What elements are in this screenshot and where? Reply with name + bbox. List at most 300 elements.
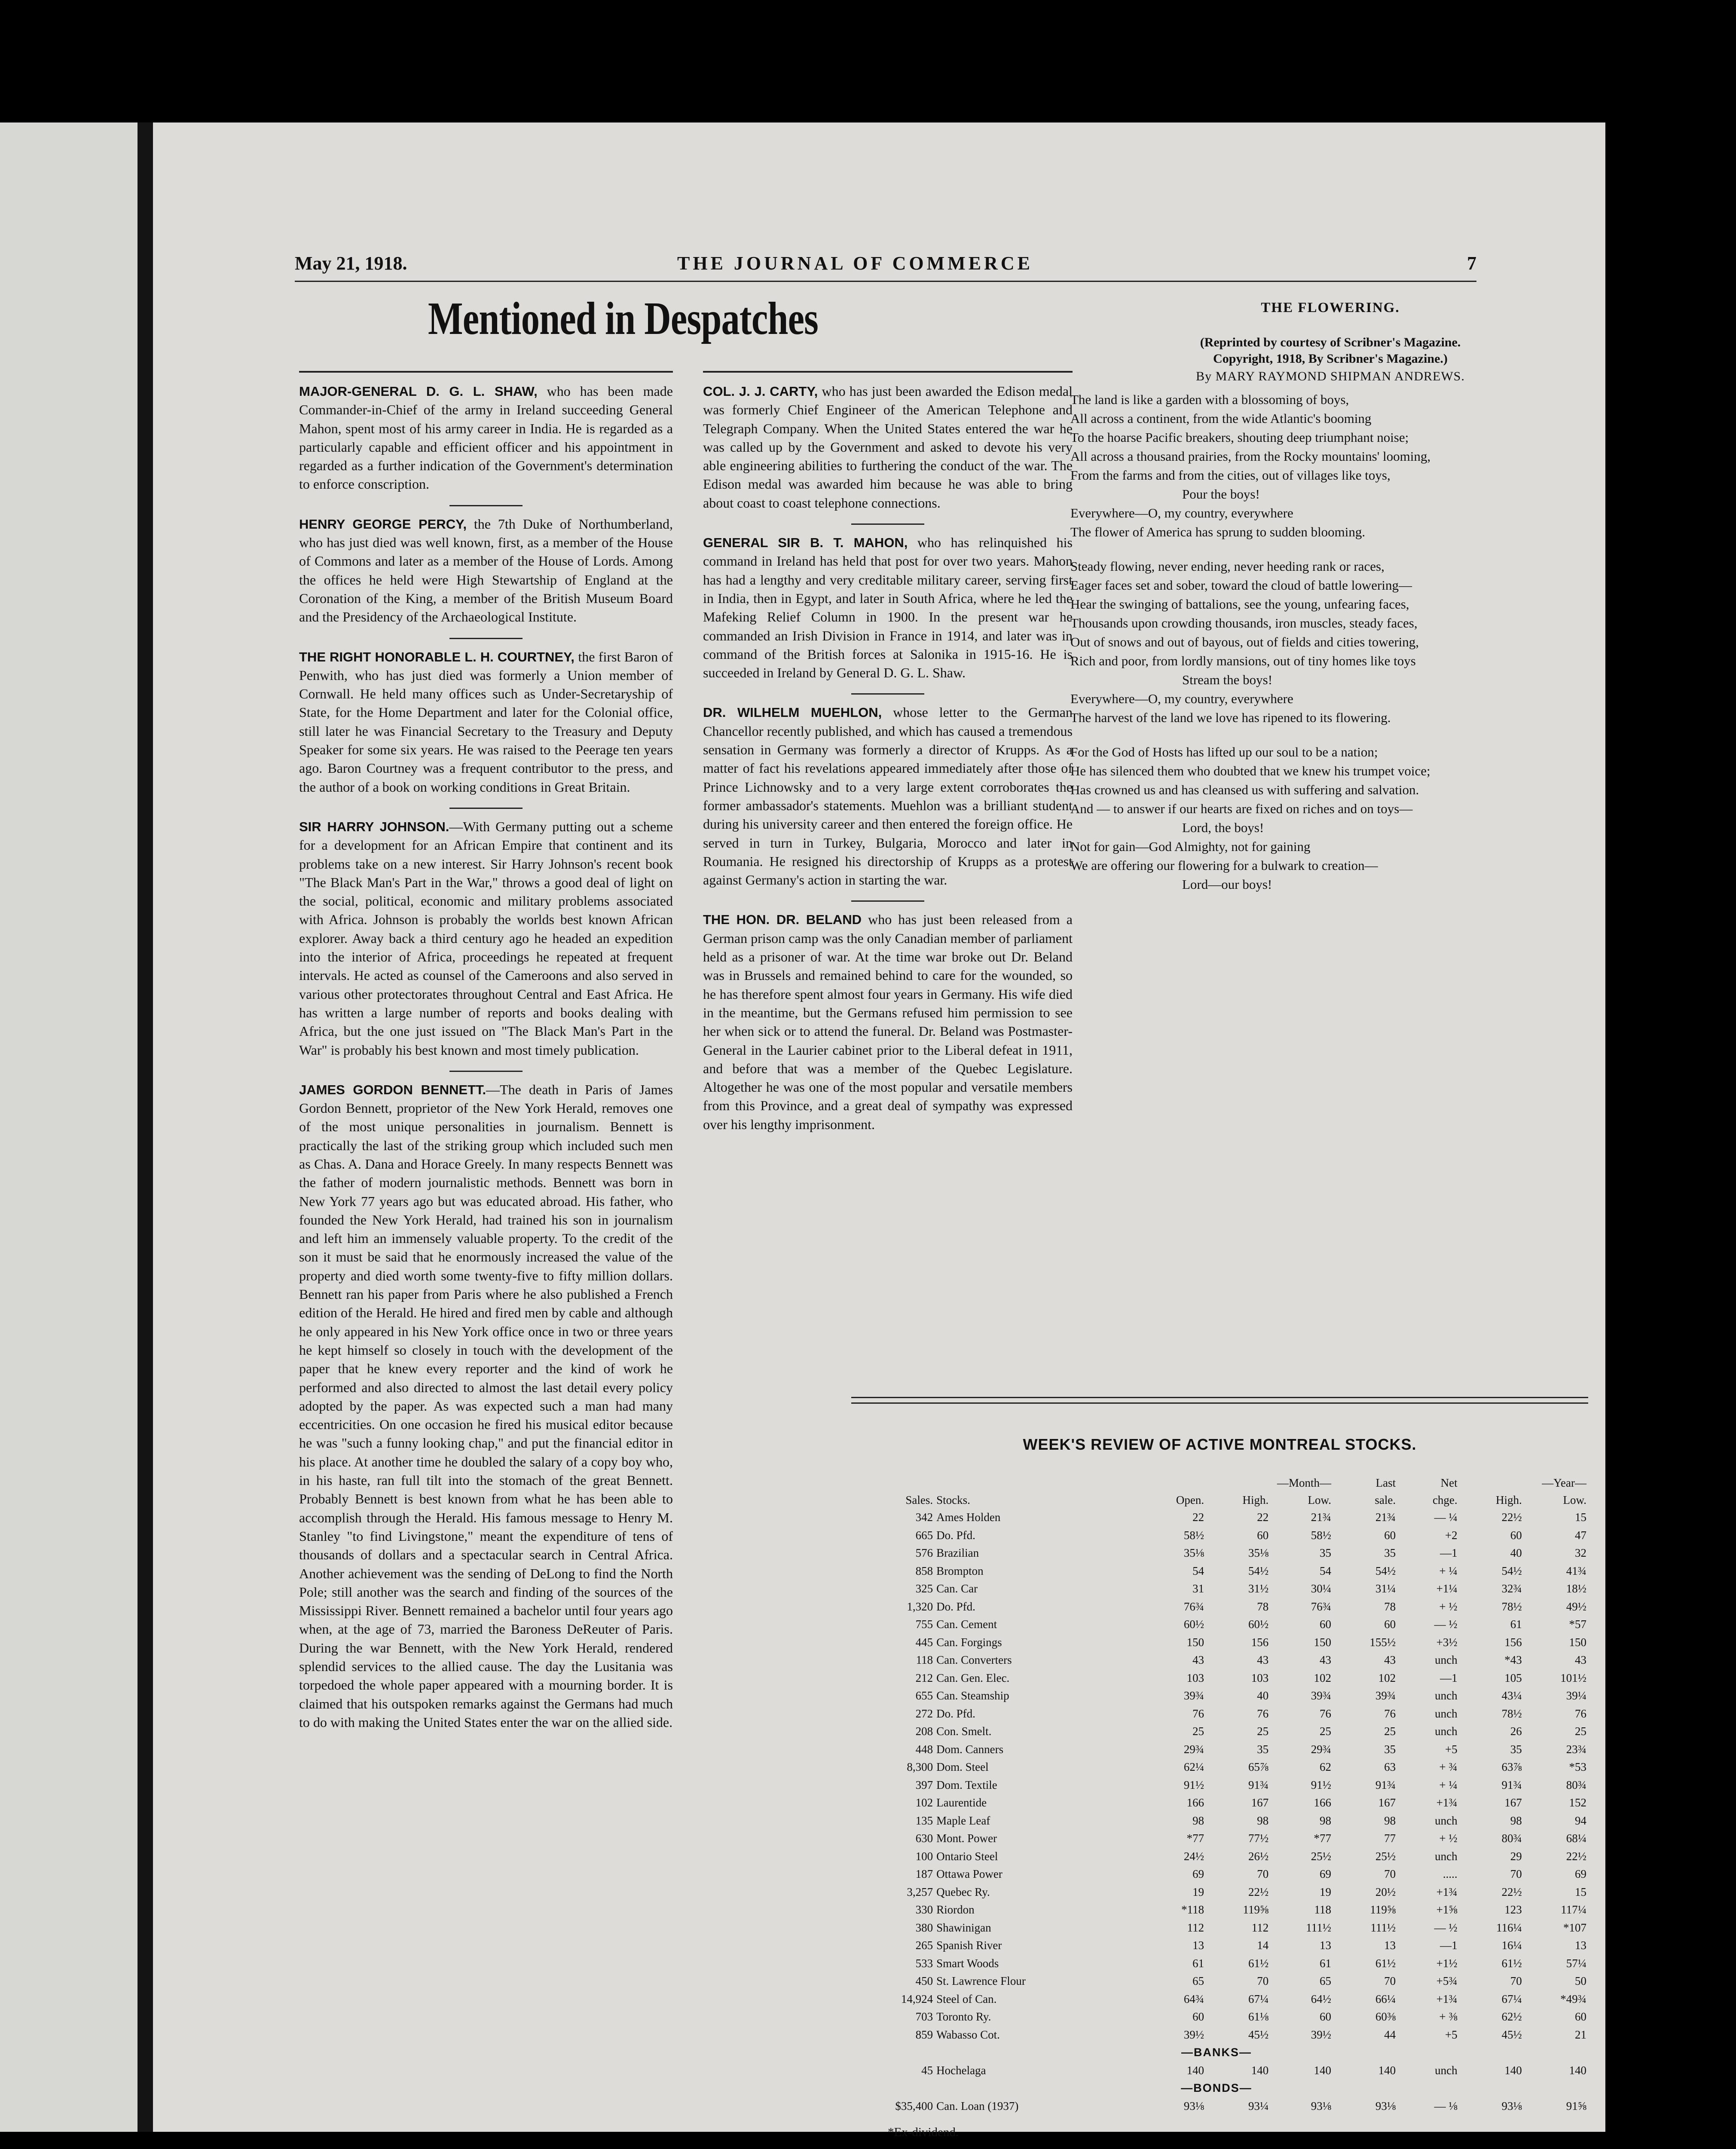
stocks-cell: 91⅝ bbox=[1566, 2099, 1586, 2112]
stocks-cell: 29¾ bbox=[1311, 1742, 1331, 1756]
poem-line: The flower of America has sprung to sudden blooming. bbox=[1070, 524, 1366, 539]
stock-row bbox=[845, 1990, 1588, 2008]
stocks-cell: Mont. Power bbox=[936, 1832, 997, 1845]
stocks-cell: 123 bbox=[1504, 1903, 1522, 1916]
stocks-cell: +5¾ bbox=[1436, 1975, 1458, 1988]
stocks-cell: 187 bbox=[915, 1867, 933, 1881]
article-separator bbox=[449, 1071, 523, 1072]
poem-line: Out of snows and out of bayous, out of fields and cities towering, bbox=[1070, 634, 1419, 649]
section-masthead: Mentioned in Despatches bbox=[428, 293, 818, 344]
poem-credit-line-1: (Reprinted by courtesy of Scribner's Magazine. bbox=[1200, 335, 1461, 350]
stocks-cell: St. Lawrence Flour bbox=[936, 1975, 1026, 1988]
stocks-cell: *77 bbox=[1186, 1832, 1204, 1845]
stocks-cell: 26½ bbox=[1248, 1849, 1269, 1863]
stocks-cell: 91¾ bbox=[1375, 1778, 1396, 1791]
stocks-cell: 93⅛ bbox=[1311, 2099, 1331, 2112]
stocks-cell: +1¾ bbox=[1436, 1885, 1458, 1898]
stocks-cell: + ⅜ bbox=[1439, 2010, 1458, 2023]
stocks-cell: 80¾ bbox=[1501, 1832, 1522, 1845]
stocks-cell: 70 bbox=[1257, 1867, 1269, 1881]
stocks-cell: unch bbox=[1435, 1689, 1458, 1702]
stocks-cell: 78½ bbox=[1501, 1600, 1522, 1613]
stocks-cell: 67¼ bbox=[1248, 1992, 1269, 2005]
stocks-cell: Shawinigan bbox=[936, 1921, 991, 1934]
stock-row bbox=[845, 1848, 1588, 1866]
stocks-cell: — ½ bbox=[1434, 1618, 1458, 1631]
stocks-cell: 397 bbox=[915, 1778, 933, 1791]
poem-line: Not for gain—God Almighty, not for gaining bbox=[1070, 839, 1311, 854]
stocks-cell: *77 bbox=[1314, 1832, 1331, 1845]
stocks-cell: 62 bbox=[1320, 1760, 1331, 1774]
poem-line: Steady flowing, never ending, never heeding rank or races, bbox=[1070, 558, 1385, 574]
stocks-cell: 45 bbox=[921, 2063, 933, 2077]
stocks-column-label: High. bbox=[1496, 1493, 1522, 1506]
article-text: whose letter to the German Chancellor recently published, and which has caused a tremendous sensation in Germany was formerly a director of Krupps. As a matter of fact his revelations appeared immediately after those of Prince Lichnowsky and to a very large extent corroborates the former ambassador's statements. Muehlon was a brilliant student during his university career and then entered the foreign office. He served in turn in Turkey, Bulgaria, Morocco and later in Roumania. He resigned his directorship of Krupps as a protest against Germany's action in starting the war. bbox=[703, 704, 1073, 888]
stocks-cell: Steel of Can. bbox=[936, 1992, 997, 2005]
stocks-cell: —1 bbox=[1440, 1546, 1458, 1560]
page-gutter bbox=[138, 122, 153, 2132]
stocks-cell: 150 bbox=[1186, 1635, 1204, 1649]
stocks-column-label: chge. bbox=[1432, 1493, 1458, 1506]
stocks-cell: Maple Leaf bbox=[936, 1814, 990, 1827]
header-rule bbox=[295, 281, 1476, 282]
article-text: the 7th Duke of Northumberland, who has just died was well known, first, as a member of the House of Commons and later as a member of the House of Lords. Among the offices he held were High Stewartship of England at the Coronation of the King, a member of the British Museum Board and the Presidency of the Archaeological Institute. bbox=[299, 516, 673, 625]
stocks-cell: 102 bbox=[915, 1796, 933, 1809]
stocks-column-label: Stocks. bbox=[936, 1493, 970, 1506]
stocks-cell: 76 bbox=[1384, 1707, 1396, 1720]
stocks-cell: + ¾ bbox=[1439, 1760, 1458, 1774]
stock-row bbox=[845, 1794, 1588, 1812]
stocks-cell: Hochelaga bbox=[936, 2063, 986, 2077]
stocks-cell: +5 bbox=[1445, 1742, 1458, 1756]
poem-line: From the farms and from the cities, out of villages like toys, bbox=[1070, 467, 1391, 483]
bonds-section-label: —BONDS— bbox=[1181, 2082, 1252, 2095]
stocks-cell: 77½ bbox=[1248, 1832, 1269, 1845]
stocks-cell: 265 bbox=[915, 1939, 933, 1952]
stocks-cell: 112 bbox=[1187, 1921, 1204, 1934]
poem-line: Lord—our boys! bbox=[1182, 876, 1272, 892]
stocks-cell: 111½ bbox=[1370, 1921, 1396, 1934]
stocks-cell: 22½ bbox=[1501, 1511, 1522, 1524]
poem-line: He has silenced them who doubted that we knew his trumpet voice; bbox=[1070, 763, 1430, 778]
stocks-group-header bbox=[845, 1474, 1588, 1491]
stocks-cell: 166 bbox=[1186, 1796, 1204, 1809]
stocks-cell: 93⅛ bbox=[1375, 2099, 1396, 2112]
stocks-cell: 43 bbox=[1575, 1653, 1586, 1667]
poem-line: The harvest of the land we love has ripened to its flowering. bbox=[1070, 710, 1391, 725]
stocks-column-label: Low. bbox=[1308, 1493, 1331, 1506]
stocks-cell: Brompton bbox=[936, 1564, 984, 1577]
stocks-cell: + ¼ bbox=[1439, 1564, 1458, 1577]
stocks-cell: 15 bbox=[1575, 1885, 1586, 1898]
stocks-cell: 118 bbox=[916, 1653, 933, 1667]
poem-line: To the hoarse Pacific breakers, shouting deep triumphant noise; bbox=[1070, 429, 1409, 445]
poem-stanza bbox=[1070, 743, 1590, 894]
stocks-cell: 167 bbox=[1504, 1796, 1522, 1809]
stocks-cell: 140 bbox=[1251, 2063, 1269, 2077]
stocks-cell: 39¾ bbox=[1311, 1689, 1331, 1702]
stocks-column-label: Sales. bbox=[905, 1493, 933, 1506]
month-group-label: —Month— bbox=[1277, 1476, 1331, 1489]
stocks-cell: 39¼ bbox=[1566, 1689, 1586, 1702]
stocks-cell: *118 bbox=[1181, 1903, 1204, 1916]
stocks-cell: 60 bbox=[1384, 1618, 1396, 1631]
stocks-cell: 64½ bbox=[1311, 1992, 1331, 2005]
stocks-cell: — ⅛ bbox=[1434, 2099, 1458, 2112]
stock-row bbox=[845, 1865, 1588, 1883]
poem-author: By MARY RAYMOND SHIPMAN ANDREWS. bbox=[1196, 369, 1465, 384]
stocks-column-label: High. bbox=[1242, 1493, 1269, 1506]
stock-row bbox=[845, 1616, 1588, 1634]
stocks-cell: 140 bbox=[1378, 2063, 1396, 2077]
article-paragraph bbox=[299, 382, 673, 494]
stocks-cell: 119⅝ bbox=[1243, 1903, 1269, 1916]
stocks-cell: Dom. Steel bbox=[936, 1760, 989, 1774]
stocks-cell: 60 bbox=[1257, 1528, 1269, 1542]
stocks-cell: 25 bbox=[1320, 1725, 1331, 1738]
stocks-cell: 14 bbox=[1257, 1939, 1269, 1952]
article-text: who has been made Commander-in-Chief of the army in Ireland succeeding General Mahon, spent most of his army career in India. He is regarded as a particularly capable and efficient officer and his appointment in regarded as a further indication of the Government's determination to enforce conscription. bbox=[299, 383, 673, 492]
article-lead: JAMES GORDON BENNETT. bbox=[299, 1082, 486, 1097]
issue-date: May 21, 1918. bbox=[295, 253, 407, 274]
stocks-cell: 29 bbox=[1510, 1849, 1522, 1863]
stocks-cell: 35 bbox=[1384, 1546, 1396, 1560]
poem-column bbox=[1070, 299, 1590, 909]
stocks-cell: 858 bbox=[915, 1564, 933, 1577]
stocks-cell: 61 bbox=[1192, 1956, 1204, 1970]
stocks-cell: 208 bbox=[915, 1725, 933, 1738]
stocks-cell: 43 bbox=[1257, 1653, 1269, 1667]
stocks-cell: 102 bbox=[1378, 1671, 1396, 1684]
stocks-footnote: *Ex-dividend. bbox=[888, 2125, 959, 2139]
stocks-cell: Can. Car bbox=[936, 1582, 978, 1595]
stocks-cell: 93⅛ bbox=[1501, 2099, 1522, 2112]
poem-line: The land is like a garden with a blossoming of boys, bbox=[1070, 392, 1349, 407]
stocks-cell: 54½ bbox=[1375, 1564, 1396, 1577]
stocks-cell: 98 bbox=[1384, 1814, 1396, 1827]
stocks-cell: Spanish River bbox=[936, 1939, 1002, 1952]
stock-row bbox=[845, 1812, 1588, 1830]
stocks-cell: Wabasso Cot. bbox=[936, 2028, 1000, 2041]
stocks-cell: Quebec Ry. bbox=[936, 1885, 990, 1898]
stocks-cell: 32¾ bbox=[1501, 1582, 1522, 1595]
stocks-cell: 576 bbox=[915, 1546, 933, 1560]
article-lead: GENERAL SIR B. T. MAHON, bbox=[703, 535, 908, 551]
poem-line: All across a thousand prairies, from the Rocky mountains' looming, bbox=[1070, 448, 1431, 464]
poem-line: We are offering our flowering for a bulwark to creation— bbox=[1070, 857, 1378, 873]
stocks-cell: 91½ bbox=[1311, 1778, 1331, 1791]
stocks-cell: 755 bbox=[915, 1618, 933, 1631]
stocks-cell: 13 bbox=[1192, 1939, 1204, 1952]
article-paragraph bbox=[703, 382, 1073, 512]
stocks-cell: 54 bbox=[1192, 1564, 1204, 1577]
stocks-cell: 49½ bbox=[1566, 1600, 1586, 1613]
stocks-cell: unch bbox=[1435, 1814, 1458, 1827]
stocks-cell: 60⅜ bbox=[1375, 2010, 1396, 2023]
article-lead: THE HON. DR. BELAND bbox=[703, 912, 862, 928]
stocks-cell: 30¼ bbox=[1311, 1582, 1331, 1595]
stocks-cell: 76¾ bbox=[1311, 1600, 1331, 1613]
stocks-cell: Dom. Canners bbox=[936, 1742, 1004, 1756]
stocks-title: WEEK'S REVIEW OF ACTIVE MONTREAL STOCKS. bbox=[1023, 1436, 1417, 1453]
stocks-cell: 8,300 bbox=[907, 1760, 933, 1774]
stocks-cell: 69 bbox=[1192, 1867, 1204, 1881]
article-paragraph bbox=[299, 648, 673, 796]
stocks-cell: —1 bbox=[1440, 1671, 1458, 1684]
stocks-cell: 22½ bbox=[1566, 1849, 1586, 1863]
article-column-1 bbox=[299, 371, 673, 1743]
stocks-cell: Can. Cement bbox=[936, 1618, 997, 1631]
stocks-cell: 380 bbox=[915, 1921, 933, 1934]
stocks-cell: 63 bbox=[1384, 1760, 1396, 1774]
stocks-cell: unch bbox=[1435, 1707, 1458, 1720]
stocks-cell: Can. Converters bbox=[936, 1653, 1012, 1667]
stocks-cell: 25½ bbox=[1311, 1849, 1331, 1863]
bank-row bbox=[845, 2062, 1588, 2080]
stocks-cell: 13 bbox=[1384, 1939, 1396, 1952]
stocks-cell: 111½ bbox=[1306, 1921, 1331, 1934]
stocks-cell: 152 bbox=[1569, 1796, 1586, 1809]
stocks-cell: 61⅛ bbox=[1248, 2010, 1269, 2023]
adjacent-page-edge bbox=[0, 122, 138, 2132]
stocks-column-label: Open. bbox=[1176, 1493, 1204, 1506]
stock-row bbox=[845, 1527, 1588, 1545]
last-group-label: Last bbox=[1375, 1476, 1396, 1489]
stock-row bbox=[845, 1598, 1588, 1616]
stocks-cell: 19 bbox=[1320, 1885, 1331, 1898]
stock-row bbox=[845, 2026, 1588, 2044]
article-lead: THE RIGHT HONORABLE L. H. COURTNEY, bbox=[299, 649, 575, 664]
stocks-cell: 70 bbox=[1257, 1975, 1269, 1988]
stocks-body bbox=[845, 1509, 1588, 2115]
article-paragraph bbox=[703, 533, 1073, 682]
stocks-cell: 65 bbox=[1192, 1975, 1204, 1988]
stocks-cell: 630 bbox=[915, 1832, 933, 1845]
stocks-cell: 65⅞ bbox=[1248, 1760, 1269, 1774]
stocks-top-rule-2 bbox=[851, 1402, 1588, 1404]
stocks-cell: 25 bbox=[1192, 1725, 1204, 1738]
stocks-cell: Laurentide bbox=[936, 1796, 987, 1809]
stocks-cell: 91¾ bbox=[1248, 1778, 1269, 1791]
stocks-cell: 25 bbox=[1575, 1725, 1586, 1738]
article-lead: DR. WILHELM MUEHLON, bbox=[703, 705, 882, 720]
poem-line: Lord, the boys! bbox=[1182, 820, 1264, 835]
stocks-cell: 60 bbox=[1320, 2010, 1331, 2023]
article-text: who has just been released from a German prison camp was the only Canadian member of parliament held as a prisoner of war. At the time war broke out Dr. Beland was in Brussels and remained behind to care for the wounded, so he has therefore spent almost four years in Germany. His wife died in the meantime, but the Germans refused him permission to see her when sick or to attend the funeral. Dr. Beland was Postmaster-General in the Laurier cabinet prior to the Liberal defeat in 1911, and before that was a member of the Quebec Legislature. Altogether he was one of the most popular and versatile members from this Province, and a great deal of sympathy was expressed over his lengthy imprisonment. bbox=[703, 912, 1073, 1132]
stocks-cell: 13 bbox=[1575, 1939, 1586, 1952]
stocks-cell: — ¼ bbox=[1434, 1511, 1458, 1524]
stocks-cell: 25 bbox=[1257, 1725, 1269, 1738]
stocks-cell: 70 bbox=[1384, 1975, 1396, 1988]
article-separator bbox=[851, 900, 924, 902]
stocks-cell: 155½ bbox=[1369, 1635, 1396, 1649]
stocks-cell: 41¾ bbox=[1566, 1564, 1586, 1577]
stocks-cell: 116¼ bbox=[1496, 1921, 1522, 1934]
stocks-cell: 19 bbox=[1192, 1885, 1204, 1898]
stocks-cell: 35 bbox=[1510, 1742, 1522, 1756]
stocks-cell: 66¼ bbox=[1375, 1992, 1396, 2005]
stocks-cell: 80¾ bbox=[1566, 1778, 1586, 1791]
stocks-cell: 212 bbox=[915, 1671, 933, 1684]
stocks-cell: 150 bbox=[1314, 1635, 1331, 1649]
stocks-cell: $35,400 bbox=[895, 2099, 933, 2112]
year-group-label: —Year— bbox=[1542, 1476, 1586, 1489]
stocks-cell: 76¾ bbox=[1183, 1600, 1204, 1613]
stocks-cell: 61 bbox=[1510, 1618, 1522, 1631]
stocks-cell: 65 bbox=[1320, 1975, 1331, 1988]
stocks-cell: 156 bbox=[1504, 1635, 1522, 1649]
stock-row bbox=[845, 1509, 1588, 1527]
stock-row bbox=[845, 1758, 1588, 1776]
poem-line: Has crowned us and has cleansed us with suffering and salvation. bbox=[1070, 782, 1419, 797]
poem-line: And — to answer if our hearts are fixed on riches and on toys— bbox=[1070, 801, 1413, 816]
stocks-cell: 70 bbox=[1510, 1975, 1522, 1988]
stocks-cell: 47 bbox=[1575, 1528, 1586, 1542]
stocks-cell: 98 bbox=[1192, 1814, 1204, 1827]
stocks-cell: Riordon bbox=[936, 1903, 975, 1916]
stocks-cell: 325 bbox=[915, 1582, 933, 1595]
stocks-cell: *57 bbox=[1569, 1618, 1586, 1631]
stocks-cell: 103 bbox=[1186, 1671, 1204, 1684]
stock-row bbox=[845, 1901, 1588, 1919]
stocks-cell: 60½ bbox=[1183, 1618, 1204, 1631]
stocks-cell: +1⅝ bbox=[1436, 1903, 1458, 1916]
stocks-cell: 54 bbox=[1320, 1564, 1331, 1577]
article-paragraph bbox=[703, 910, 1073, 1134]
stocks-cell: 24½ bbox=[1183, 1849, 1204, 1863]
stocks-cell: 43 bbox=[1192, 1653, 1204, 1667]
poem-line: Everywhere—O, my country, everywhere bbox=[1070, 691, 1293, 706]
stocks-cell: 15 bbox=[1575, 1511, 1586, 1524]
stocks-cell: unch bbox=[1435, 2063, 1458, 2077]
stocks-cell: 91¾ bbox=[1501, 1778, 1522, 1791]
stocks-cell: 45½ bbox=[1248, 2028, 1269, 2041]
stocks-cell: 35 bbox=[1257, 1742, 1269, 1756]
article-paragraph bbox=[299, 817, 673, 1059]
stocks-cell: 64¾ bbox=[1183, 1992, 1204, 2005]
stocks-cell: 60 bbox=[1192, 2010, 1204, 2023]
stocks-cell: +1¾ bbox=[1436, 1992, 1458, 2005]
stocks-cell: 20½ bbox=[1375, 1885, 1396, 1898]
stocks-cell: 60 bbox=[1384, 1528, 1396, 1542]
bonds-section bbox=[845, 2079, 1588, 2097]
stocks-cell: 54½ bbox=[1501, 1564, 1522, 1577]
stocks-cell: 112 bbox=[1251, 1921, 1269, 1934]
article-lead: HENRY GEORGE PERCY, bbox=[299, 516, 467, 532]
stocks-cell: 445 bbox=[915, 1635, 933, 1649]
stocks-cell: 61½ bbox=[1248, 1956, 1269, 1970]
article-text: who has just been awarded the Edison medal was formerly Chief Engineer of the American Telephone and Telegraph Company. When the United States entered the war he was called up by the Government and asked to devote his very able engineering abilities to furthering the conduct of the war. The Edison medal was awarded him because he was able to bring about coast to coast telephone connections. bbox=[703, 383, 1073, 511]
stock-row bbox=[845, 1634, 1588, 1652]
stock-row bbox=[845, 1651, 1588, 1669]
stocks-cell: Con. Smelt. bbox=[936, 1725, 992, 1738]
stocks-cell: Smart Woods bbox=[936, 1956, 999, 1970]
poem-credit-line-2: Copyright, 1918, By Scribner's Magazine.) bbox=[1213, 352, 1448, 366]
stocks-cell: +1½ bbox=[1436, 1956, 1458, 1970]
stock-row bbox=[845, 1937, 1588, 1955]
stocks-column-label: sale. bbox=[1375, 1493, 1396, 1506]
stocks-cell: 43¼ bbox=[1501, 1689, 1522, 1702]
stocks-cell: 25 bbox=[1384, 1725, 1396, 1738]
stock-row bbox=[845, 1544, 1588, 1562]
stocks-cell: 39¾ bbox=[1183, 1689, 1204, 1702]
stocks-cell: 21¾ bbox=[1311, 1511, 1331, 1524]
stocks-cell: *49¾ bbox=[1560, 1992, 1586, 2005]
stocks-cell: 13 bbox=[1320, 1939, 1331, 1952]
stocks-cell: 76 bbox=[1257, 1707, 1269, 1720]
poem-stanza bbox=[1070, 557, 1590, 727]
stocks-cell: Toronto Ry. bbox=[936, 2010, 991, 2023]
stocks-cell: 22½ bbox=[1501, 1885, 1522, 1898]
stocks-cell: 78 bbox=[1384, 1600, 1396, 1613]
stocks-cell: + ½ bbox=[1439, 1832, 1458, 1845]
article-paragraph bbox=[299, 515, 673, 627]
article-text: —With Germany putting out a scheme for a development for an African Empire that continent and its problems take on a new interest. Sir Harry Johnson's recent book "The Black Man's Part in the War," throws a good deal of light on the social, political, economic and military problems associated with Africa. Johnson is probably the worlds best known African explorer. Away back a third century ago he headed an expedition into the interior of Africa, proceedings he repeated at frequent intervals. He acted as counsel of the Cameroons and also served in various other protectorates throughout Central and East Africa. He has written a large number of reports and books dealing with Africa, but the one just issued on "The Black Man's Part in the War" is probably his best known and most timely publication. bbox=[299, 818, 673, 1058]
stocks-cell: 342 bbox=[915, 1511, 933, 1524]
column-top-rule bbox=[703, 371, 1073, 373]
stocks-cell: 29¾ bbox=[1183, 1742, 1204, 1756]
stocks-cell: unch bbox=[1435, 1849, 1458, 1863]
stocks-cell: 859 bbox=[915, 2028, 933, 2041]
stocks-cell: 98 bbox=[1257, 1814, 1269, 1827]
stocks-cell: 22 bbox=[1192, 1511, 1204, 1524]
stocks-cell: 3,257 bbox=[907, 1885, 933, 1898]
stocks-cell: 140 bbox=[1186, 2063, 1204, 2077]
article-text: who has relinquished his command in Ireland has held that post for over two years. Mahon has had a lengthy and very creditable military career, serving first in India, then in Egypt, and later in South Africa, where he led the Mafeking Relief Column in 1900. In the present war he commanded an Irish Division in France in 1914, and later was in command of the British forces at Salonika in 1915-16. He is succeeded in Ireland by General D. G. L. Shaw. bbox=[703, 535, 1073, 681]
stocks-cell: 23¾ bbox=[1566, 1742, 1586, 1756]
stocks-cell: 60 bbox=[1510, 1528, 1522, 1542]
stock-row bbox=[845, 1723, 1588, 1741]
stocks-cell: 93⅛ bbox=[1183, 2099, 1204, 2112]
poem-line: Everywhere—O, my country, everywhere bbox=[1070, 505, 1293, 520]
stock-row bbox=[845, 1687, 1588, 1705]
stocks-cell: 119⅝ bbox=[1370, 1903, 1396, 1916]
article-lead: SIR HARRY JOHNSON. bbox=[299, 819, 449, 834]
stocks-cell: Dom. Textile bbox=[936, 1778, 997, 1791]
stocks-cell: 135 bbox=[915, 1814, 933, 1827]
stocks-cell: 26 bbox=[1510, 1725, 1522, 1738]
stocks-cell: 50 bbox=[1575, 1975, 1586, 1988]
stocks-cell: 21 bbox=[1575, 2028, 1586, 2041]
stocks-cell: 54½ bbox=[1248, 1564, 1269, 1577]
stocks-cell: 57¼ bbox=[1566, 1956, 1586, 1970]
stocks-cell: 665 bbox=[915, 1528, 933, 1542]
newspaper-page bbox=[153, 122, 1605, 2139]
stocks-cell: unch bbox=[1435, 1653, 1458, 1667]
stocks-cell: 69 bbox=[1575, 1867, 1586, 1881]
poem-body bbox=[1070, 390, 1590, 894]
stocks-cell: 35⅛ bbox=[1248, 1546, 1269, 1560]
stocks-cell: Can. Loan (1937) bbox=[936, 2099, 1019, 2112]
stocks-cell: 68¼ bbox=[1566, 1832, 1586, 1845]
stocks-cell: Do. Pfd. bbox=[936, 1528, 975, 1542]
stocks-cell: 655 bbox=[915, 1689, 933, 1702]
stocks-cell: 31¼ bbox=[1375, 1582, 1396, 1595]
stocks-cell: Can. Gen. Elec. bbox=[936, 1671, 1010, 1684]
stocks-cell: 78½ bbox=[1501, 1707, 1522, 1720]
stocks-cell: 533 bbox=[915, 1956, 933, 1970]
stocks-cell: ..... bbox=[1443, 1867, 1458, 1881]
stocks-cell: 166 bbox=[1314, 1796, 1331, 1809]
stocks-cell: Ames Holden bbox=[936, 1511, 1001, 1524]
banks-section bbox=[845, 2044, 1588, 2062]
stocks-cell: 40 bbox=[1510, 1546, 1522, 1560]
net-group-label: Net bbox=[1440, 1476, 1458, 1489]
stock-row bbox=[845, 1580, 1588, 1598]
stocks-cell: *53 bbox=[1569, 1760, 1586, 1774]
stocks-cell: 140 bbox=[1314, 2063, 1331, 2077]
stocks-cell: 14,924 bbox=[901, 1992, 933, 2005]
